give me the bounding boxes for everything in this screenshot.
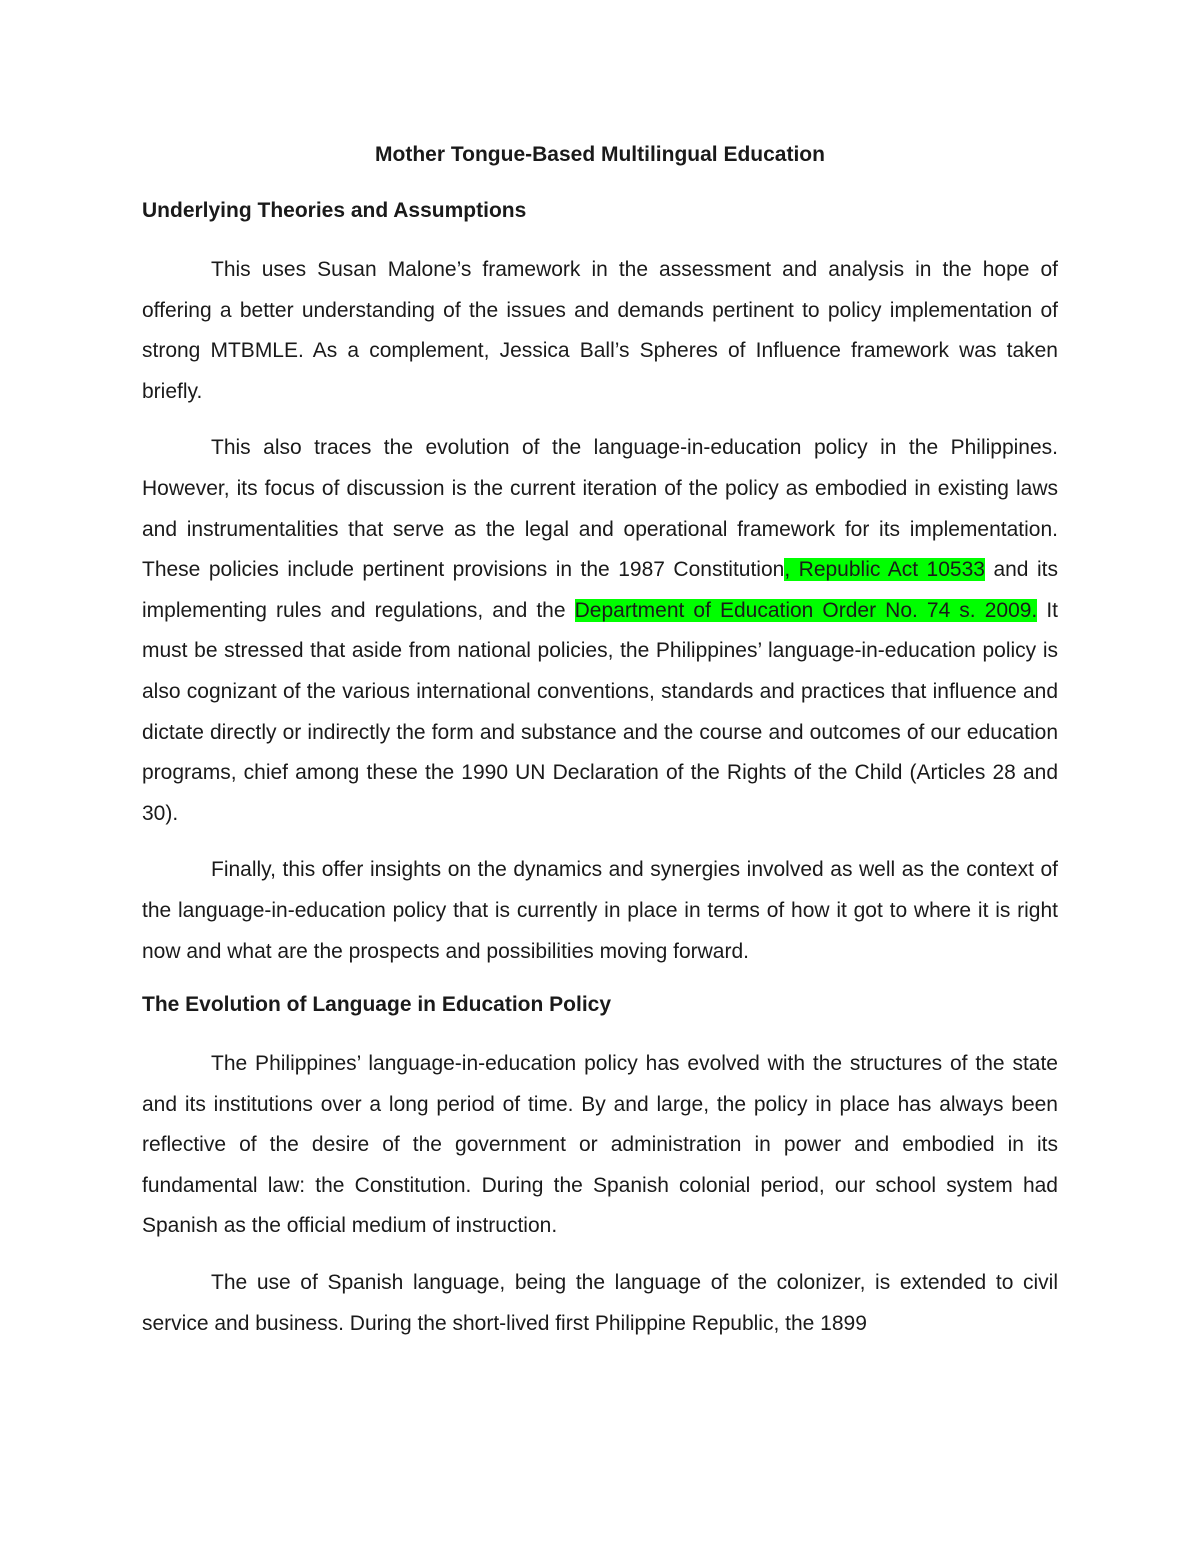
document-page — [142, 138, 1058, 1360]
paragraph-text: and its implementing rules and regulations, and the — [142, 558, 1058, 622]
section-heading-evolution: The Evolution of Language in Education Policy — [142, 993, 612, 1017]
paragraph-evolution-trace — [142, 428, 1058, 834]
highlight-republic-act: , Republic Act 10533 — [784, 558, 985, 582]
paragraph-spanish-language: The use of Spanish language, being the language of the colonizer, is extended to civil service and business. During the short-lived first Philippine Republic, the 1899 — [142, 1271, 1058, 1335]
document-title: Mother Tongue-Based Multilingual Education — [375, 143, 825, 166]
paragraph-insights: Finally, this offer insights on the dynamics and synergies involved as well as the context of the language-in-education policy that is currently in place in terms of how it got to where it is right now and what are the prospects and possibilities moving forward. — [142, 858, 1058, 963]
highlight-deped-order: Department of Education Order No. 74 s. 2009. — [574, 598, 1038, 622]
paragraph-text: This also traces the evolution of the language-in-education policy in the Philippines. However, its focus of discussion is the current iteration of the policy as embodied in existing laws and instrumentalities that serve as the legal and operational framework for its implementation. These policies include pertinent provisions in the 1987 Constitution — [142, 436, 1058, 582]
section-heading-theories: Underlying Theories and Assumptions — [142, 199, 527, 222]
paragraph-policy-evolution: The Philippines’ language-in-education policy has evolved with the structures of the state and its institutions over a long period of time. By and large, the policy in place has always been reflective of the desire of the government or administration in power and embodied in its fundamental law: the Constitution. During the Spanish colonial period, our school system had Spanish as the official medium of instruction. — [142, 1052, 1058, 1238]
paragraph-framework: This uses Susan Malone’s framework in the assessment and analysis in the hope of offering a better understanding of the issues and demands pertinent to policy implementation of strong MTBMLE. As a complement, Jessica Ball’s Spheres of Influence framework was taken briefly. — [142, 258, 1058, 403]
paragraph-text: It must be stressed that aside from national policies, the Philippines’ language-in-education policy is also cognizant of the various international conventions, standards and practices that influence and dictate directly or indirectly the form and substance and the course and outcomes of our education programs, chief among these the 1990 UN Declaration of the Rights of the Child (Articles 28 and 30). — [142, 598, 1058, 825]
